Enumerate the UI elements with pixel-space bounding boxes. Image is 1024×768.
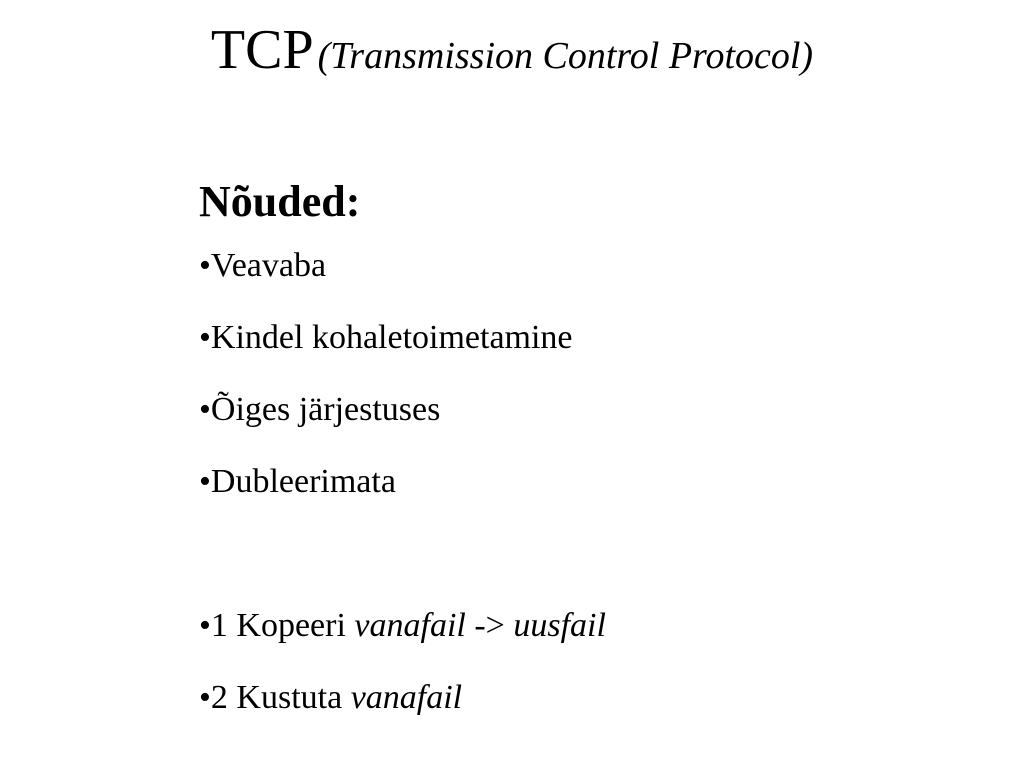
bullet-item xyxy=(199,245,979,287)
source-filename: vanafail xyxy=(350,679,463,716)
step-prefix: 2 Kustuta xyxy=(210,679,343,716)
step-item xyxy=(199,605,979,647)
bullet-text: Veavaba xyxy=(210,247,327,284)
bullet-marker: • xyxy=(199,463,211,500)
bullet-item xyxy=(199,461,979,503)
bullet-marker: • xyxy=(199,391,211,428)
title-main: TCP xyxy=(210,19,314,81)
bullet-marker: • xyxy=(199,607,211,644)
source-filename: vanafail xyxy=(354,607,466,644)
arrow-text: -> xyxy=(474,607,505,644)
bullet-text: Dubleerimata xyxy=(210,463,396,500)
bullet-marker: • xyxy=(199,247,211,284)
step-prefix: 1 Kopeeri xyxy=(210,607,346,644)
bullet-item xyxy=(199,389,979,431)
bullet-item xyxy=(199,317,979,359)
slide-content xyxy=(199,174,979,749)
step-item xyxy=(199,677,979,719)
bullet-text: Kindel kohaletoimetamine xyxy=(210,319,573,356)
target-filename: uusfail xyxy=(513,607,606,644)
title-subtitle: (Transmission Control Protocol) xyxy=(317,35,814,77)
bullet-marker: • xyxy=(199,319,211,356)
requirements-heading: Nõuded: xyxy=(199,177,361,226)
bullet-marker: • xyxy=(199,679,211,716)
spacer xyxy=(199,533,979,605)
slide-title xyxy=(0,20,1024,82)
bullet-text: Õiges järjestuses xyxy=(210,391,441,428)
